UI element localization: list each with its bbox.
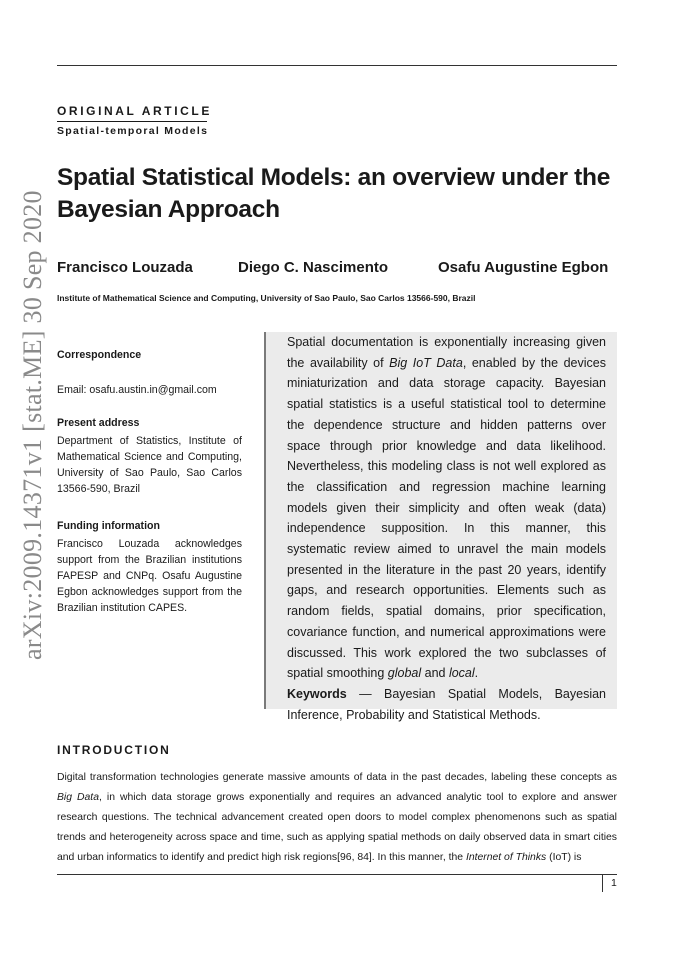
- correspondence-email: Email: osafu.austin.in@gmail.com: [57, 384, 217, 396]
- abstract-italic-term: global: [387, 666, 422, 681]
- article-subject: Spatial-temporal Models: [57, 125, 209, 137]
- footer-rule: [57, 874, 617, 875]
- abstract-italic-term: local: [448, 666, 475, 681]
- article-type-rule: [57, 121, 207, 122]
- paper-title: Spatial Statistical Models: an overview under the Bayesian Approach: [57, 164, 611, 223]
- present-address-text: Department of Statistics, Institute of Mathematical Science and Computing, University of Sao Paulo, Sao Carlos 13566-590, Brazil: [57, 435, 242, 495]
- funding-label: Funding information: [57, 520, 160, 532]
- keywords-label: Keywords: [287, 686, 347, 701]
- author-name: Osafu Augustine Egbon: [438, 259, 609, 276]
- funding-text: Francisco Louzada acknowledges support from the Brazilian institutions FAPESP and CNPq. Osafu Augustine Egbon acknowledges support from the Brazilian institution CAPES.: [57, 538, 242, 614]
- keywords-text: — Bayesian Spatial Models, Bayesian Inference, Probability and Statistical Methods.: [287, 686, 606, 722]
- abstract-text: Spatial documentation is exponentially increasing given the availability of Big IoT Data, enabled by the devices miniaturization and data storage capacity. Bayesian spatial statistics is a useful statistical tool to determine the dependence structure and hidden patterns over space through prior knowledge and data likelihood. Nevertheless, this modeling class is not well explored as the classification and regression machine learning models given their simplicity and often weak (data) independence supposition. In this manner, this systematic review aimed to unravel the main models presented in the literature in the past 20 years, identify gaps, and research opportunities. Elements such as random fields, spatial domains, prior specification, covariance function, and numerical approximations were discussed. This work explored the two subclasses of spatial smoothing global and local.: [287, 335, 606, 681]
- funding-block: [57, 518, 242, 616]
- affiliation: Institute of Mathematical Science and Computing, University of Sao Paulo, Sao Carlos 13566-590, Brazil: [57, 293, 476, 303]
- present-address-label: Present address: [57, 417, 140, 429]
- page-number: 1: [611, 877, 617, 889]
- abstract-italic-term: Big IoT Data: [389, 355, 463, 370]
- introduction-heading: INTRODUCTION: [57, 743, 171, 757]
- top-rule: [57, 65, 617, 66]
- author-name: Francisco Louzada: [57, 259, 193, 276]
- page-number-separator: [602, 874, 603, 892]
- correspondence-label: Correspondence: [57, 349, 142, 361]
- arxiv-stamp: arXiv:2009.14371v1 [stat.ME] 30 Sep 2020: [18, 190, 47, 660]
- article-type: ORIGINAL ARTICLE: [57, 104, 212, 118]
- keywords: [287, 684, 606, 725]
- introduction-paragraph: Digital transformation technologies generate massive amounts of data in the past decades, labeling these concepts as Big Data, in which data storage grows exponentially and requires an advanced analytic tool to explore and answer research questions. The technical advancement created open doors to model complex phenomenons such as spatial trends and heterogeneity across space and time, such as applying spatial methods on daily observed data in smart cities and urban informatics to identify and predict high risk regions[96, 84]. In this manner, the Internet of Thinks (IoT) is: [57, 772, 617, 863]
- author-name: Diego C. Nascimento: [238, 259, 389, 276]
- abstract-box: [264, 332, 617, 722]
- present-address-block: [57, 415, 242, 497]
